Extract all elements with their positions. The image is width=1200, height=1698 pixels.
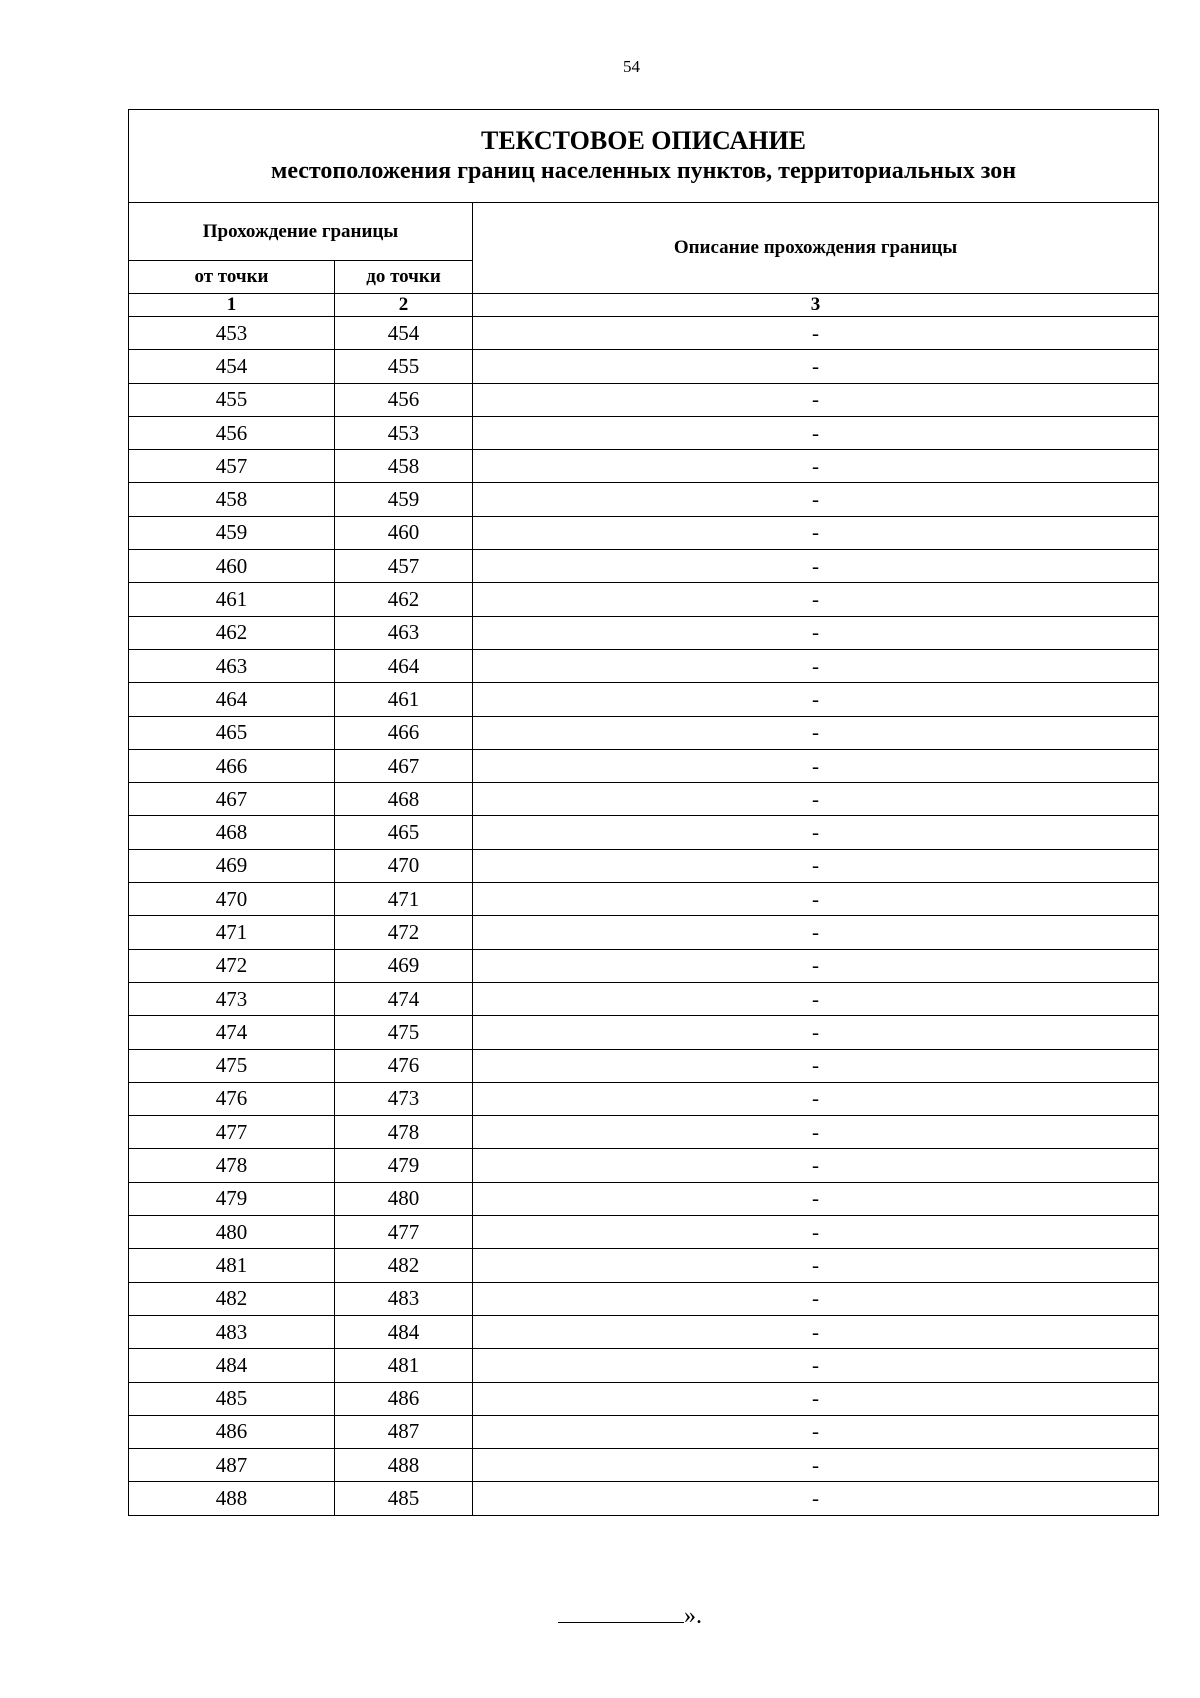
cell-to-point: 454 — [335, 317, 473, 350]
table-row — [129, 949, 1159, 982]
cell-to-point: 461 — [335, 683, 473, 716]
cell-description: - — [473, 1116, 1159, 1149]
table-row — [129, 1282, 1159, 1315]
cell-to-point: 475 — [335, 1016, 473, 1049]
table-row — [129, 317, 1159, 350]
cell-to-point: 460 — [335, 516, 473, 549]
table-row — [129, 1016, 1159, 1049]
closing-quote: ». — [684, 1603, 702, 1629]
table-row — [129, 1082, 1159, 1115]
cell-to-point: 462 — [335, 583, 473, 616]
cell-description: - — [473, 383, 1159, 416]
cell-description: - — [473, 1049, 1159, 1082]
table-row — [129, 1116, 1159, 1149]
boundary-description-table — [128, 109, 1159, 1516]
page-number: 54 — [623, 57, 640, 76]
cell-from-point: 453 — [129, 317, 335, 350]
cell-description: - — [473, 1082, 1159, 1115]
cell-to-point: 476 — [335, 1049, 473, 1082]
cell-description: - — [473, 916, 1159, 949]
table-row — [129, 1382, 1159, 1415]
cell-to-point: 467 — [335, 749, 473, 782]
table-title-row — [129, 110, 1159, 203]
cell-description: - — [473, 516, 1159, 549]
table-row — [129, 883, 1159, 916]
cell-description: - — [473, 883, 1159, 916]
cell-description: - — [473, 1349, 1159, 1382]
cell-description: - — [473, 982, 1159, 1015]
table-row — [129, 1149, 1159, 1182]
cell-from-point: 466 — [129, 749, 335, 782]
cell-to-point: 488 — [335, 1449, 473, 1482]
cell-to-point: 480 — [335, 1182, 473, 1215]
cell-description: - — [473, 1382, 1159, 1415]
table-row — [129, 1482, 1159, 1515]
header-to-point: до точки — [335, 261, 473, 294]
cell-to-point: 457 — [335, 550, 473, 583]
cell-description: - — [473, 550, 1159, 583]
cell-to-point: 458 — [335, 450, 473, 483]
cell-from-point: 458 — [129, 483, 335, 516]
table-row — [129, 483, 1159, 516]
cell-to-point: 453 — [335, 416, 473, 449]
cell-description: - — [473, 416, 1159, 449]
cell-to-point: 463 — [335, 616, 473, 649]
cell-description: - — [473, 1415, 1159, 1448]
cell-from-point: 482 — [129, 1282, 335, 1315]
document-subtitle: местоположения границ населенных пунктов, территориальных зон — [270, 158, 1017, 184]
cell-description: - — [473, 616, 1159, 649]
table-row — [129, 683, 1159, 716]
cell-from-point: 474 — [129, 1016, 335, 1049]
footer-closing-line — [558, 1603, 702, 1630]
cell-description: - — [473, 483, 1159, 516]
cell-description: - — [473, 1282, 1159, 1315]
cell-to-point: 465 — [335, 816, 473, 849]
cell-description: - — [473, 583, 1159, 616]
cell-to-point: 481 — [335, 1349, 473, 1382]
column-number-1: 1 — [129, 294, 335, 317]
cell-to-point: 487 — [335, 1415, 473, 1448]
cell-from-point: 487 — [129, 1449, 335, 1482]
cell-description: - — [473, 317, 1159, 350]
document-title: ТЕКСТОВОЕ ОПИСАНИЕ — [481, 126, 807, 155]
cell-from-point: 473 — [129, 982, 335, 1015]
cell-from-point: 457 — [129, 450, 335, 483]
cell-description: - — [473, 816, 1159, 849]
table-row — [129, 716, 1159, 749]
cell-to-point: 484 — [335, 1315, 473, 1348]
cell-from-point: 486 — [129, 1415, 335, 1448]
cell-description: - — [473, 1482, 1159, 1515]
cell-from-point: 456 — [129, 416, 335, 449]
cell-from-point: 465 — [129, 716, 335, 749]
cell-description: - — [473, 649, 1159, 682]
cell-from-point: 464 — [129, 683, 335, 716]
table-row — [129, 916, 1159, 949]
cell-description: - — [473, 1182, 1159, 1215]
cell-description: - — [473, 716, 1159, 749]
cell-description: - — [473, 949, 1159, 982]
cell-to-point: 485 — [335, 1482, 473, 1515]
cell-from-point: 483 — [129, 1315, 335, 1348]
cell-from-point: 468 — [129, 816, 335, 849]
cell-to-point: 459 — [335, 483, 473, 516]
cell-from-point: 477 — [129, 1116, 335, 1149]
header-boundary-passage: Прохождение границы — [129, 203, 473, 261]
cell-from-point: 481 — [129, 1249, 335, 1282]
cell-description: - — [473, 450, 1159, 483]
table-row — [129, 1049, 1159, 1082]
cell-from-point: 475 — [129, 1049, 335, 1082]
cell-from-point: 470 — [129, 883, 335, 916]
cell-description: - — [473, 1449, 1159, 1482]
table-row — [129, 1315, 1159, 1348]
table-row — [129, 1182, 1159, 1215]
table-row — [129, 1349, 1159, 1382]
table-row — [129, 1449, 1159, 1482]
cell-to-point: 486 — [335, 1382, 473, 1415]
cell-from-point: 476 — [129, 1082, 335, 1115]
cell-to-point: 468 — [335, 783, 473, 816]
cell-from-point: 469 — [129, 849, 335, 882]
table-row — [129, 1249, 1159, 1282]
cell-description: - — [473, 350, 1159, 383]
table-row — [129, 1216, 1159, 1249]
table-row — [129, 783, 1159, 816]
cell-from-point: 484 — [129, 1349, 335, 1382]
cell-description: - — [473, 1216, 1159, 1249]
cell-to-point: 474 — [335, 982, 473, 1015]
cell-to-point: 456 — [335, 383, 473, 416]
cell-description: - — [473, 1149, 1159, 1182]
cell-from-point: 460 — [129, 550, 335, 583]
cell-to-point: 469 — [335, 949, 473, 982]
cell-to-point: 477 — [335, 1216, 473, 1249]
table-row — [129, 350, 1159, 383]
table-row — [129, 583, 1159, 616]
cell-from-point: 480 — [129, 1216, 335, 1249]
column-number-2: 2 — [335, 294, 473, 317]
cell-from-point: 488 — [129, 1482, 335, 1515]
cell-description: - — [473, 783, 1159, 816]
table-row — [129, 982, 1159, 1015]
table-row — [129, 816, 1159, 849]
cell-from-point: 485 — [129, 1382, 335, 1415]
header-description: Описание прохождения границы — [473, 203, 1159, 294]
cell-description: - — [473, 749, 1159, 782]
cell-description: - — [473, 849, 1159, 882]
header-from-point: от точки — [129, 261, 335, 294]
table-row — [129, 416, 1159, 449]
cell-to-point: 464 — [335, 649, 473, 682]
table-row — [129, 749, 1159, 782]
cell-from-point: 461 — [129, 583, 335, 616]
table-row — [129, 550, 1159, 583]
cell-from-point: 467 — [129, 783, 335, 816]
column-number-3: 3 — [473, 294, 1159, 317]
signature-blank-line — [558, 1606, 684, 1623]
cell-to-point: 471 — [335, 883, 473, 916]
cell-from-point: 459 — [129, 516, 335, 549]
header-row-group — [129, 203, 1159, 261]
cell-to-point: 478 — [335, 1116, 473, 1149]
cell-description: - — [473, 1249, 1159, 1282]
table-title-cell — [129, 110, 1159, 203]
table-row — [129, 383, 1159, 416]
cell-to-point: 472 — [335, 916, 473, 949]
cell-to-point: 473 — [335, 1082, 473, 1115]
table-row — [129, 649, 1159, 682]
cell-from-point: 455 — [129, 383, 335, 416]
cell-from-point: 472 — [129, 949, 335, 982]
cell-to-point: 482 — [335, 1249, 473, 1282]
cell-from-point: 454 — [129, 350, 335, 383]
table-row — [129, 849, 1159, 882]
cell-description: - — [473, 1016, 1159, 1049]
cell-description: - — [473, 683, 1159, 716]
table-row — [129, 1415, 1159, 1448]
table-row — [129, 616, 1159, 649]
cell-from-point: 463 — [129, 649, 335, 682]
cell-to-point: 470 — [335, 849, 473, 882]
cell-to-point: 455 — [335, 350, 473, 383]
cell-to-point: 479 — [335, 1149, 473, 1182]
header-row-numbers — [129, 294, 1159, 317]
cell-from-point: 479 — [129, 1182, 335, 1215]
cell-to-point: 483 — [335, 1282, 473, 1315]
cell-from-point: 462 — [129, 616, 335, 649]
cell-to-point: 466 — [335, 716, 473, 749]
cell-description: - — [473, 1315, 1159, 1348]
table-row — [129, 516, 1159, 549]
cell-from-point: 471 — [129, 916, 335, 949]
table-row — [129, 450, 1159, 483]
cell-from-point: 478 — [129, 1149, 335, 1182]
